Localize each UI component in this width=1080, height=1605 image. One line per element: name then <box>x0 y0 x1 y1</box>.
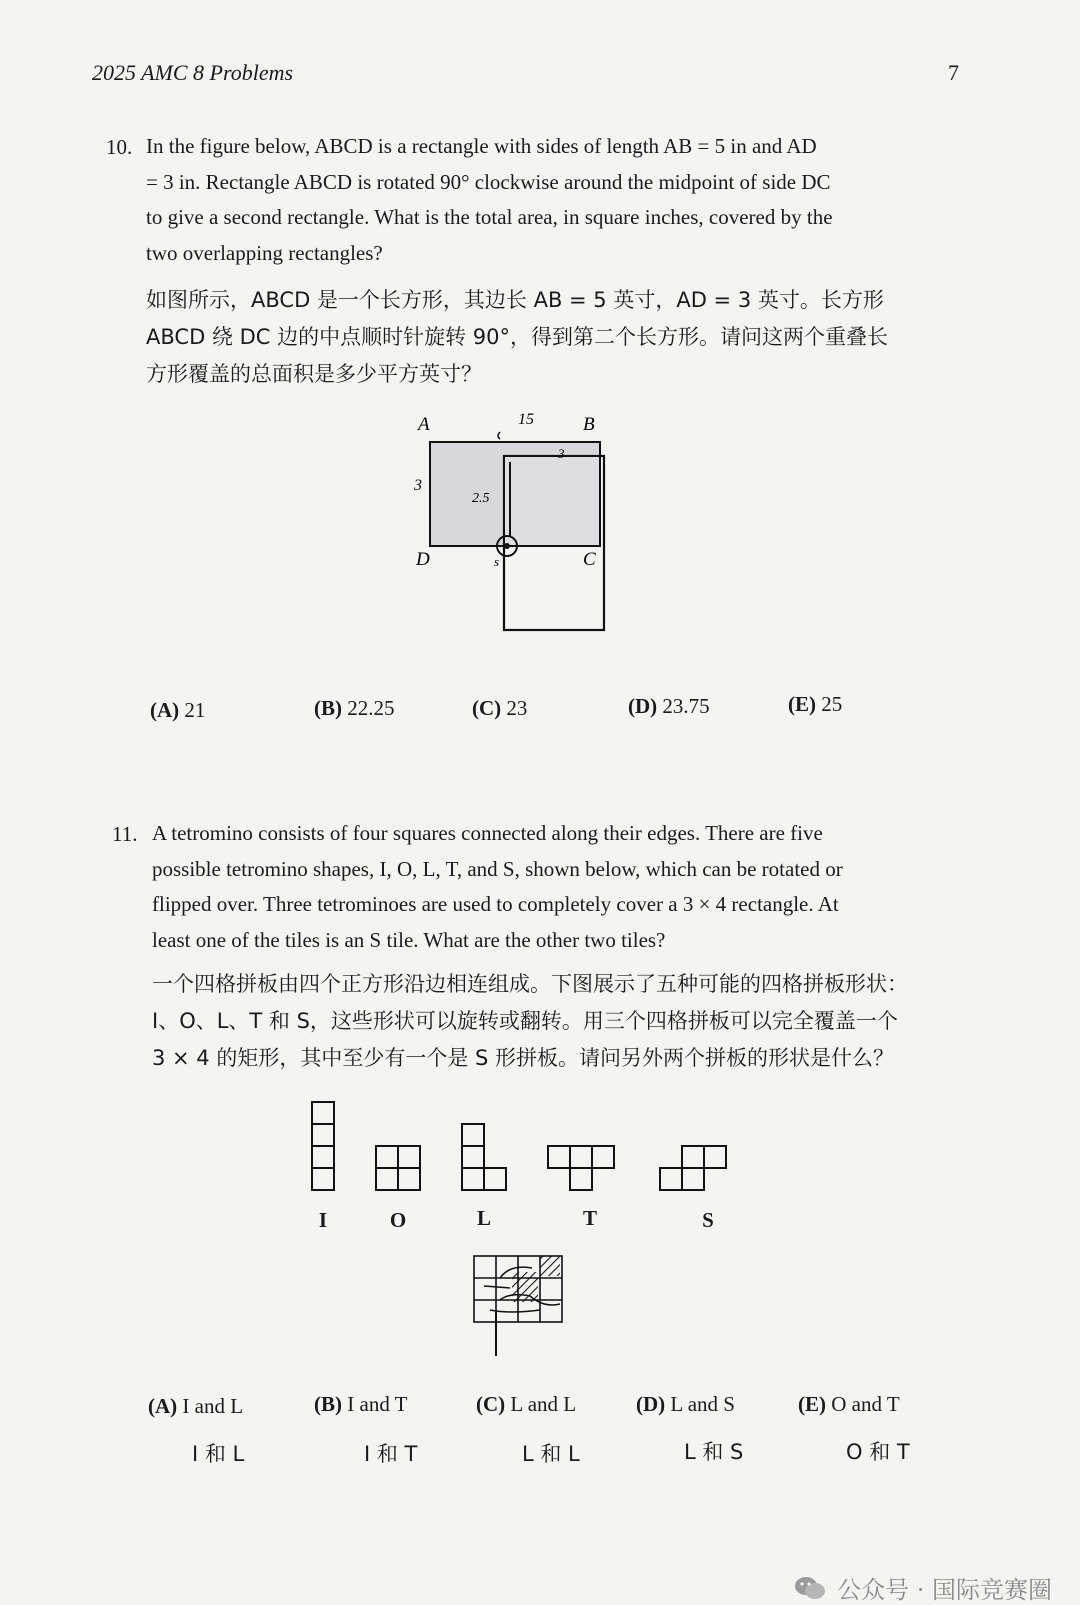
handwritten-top: 15 <box>518 411 534 428</box>
q10-english-text <box>146 129 966 271</box>
watermark <box>793 1570 1052 1605</box>
handwritten-mid: 2.5 <box>472 491 490 506</box>
tetromino-s <box>660 1146 726 1190</box>
q10-choice-d[interactable] <box>628 694 710 719</box>
tetromino-label-s: S <box>702 1208 714 1232</box>
choice-value: L and S <box>670 1392 735 1416</box>
choice-value: I and T <box>347 1392 408 1416</box>
tetromino-t <box>548 1146 614 1190</box>
q10-choice-e[interactable] <box>788 692 842 717</box>
choice-value: L and L <box>510 1392 577 1416</box>
handwritten-grid-sketch <box>470 1252 580 1362</box>
tetromino-shapes <box>300 1100 760 1200</box>
choice-value: 25 <box>821 692 843 716</box>
page-header-title: 2025 AMC 8 Problems <box>92 60 294 85</box>
q11-choice-b-cn: I 和 T <box>364 1442 418 1466</box>
q10-choice-a[interactable] <box>150 698 205 723</box>
choice-letter: (A) <box>148 1394 178 1418</box>
q11-choice-e-cn: O 和 T <box>846 1440 910 1464</box>
choice-letter: (C) <box>476 1392 506 1416</box>
q11-en-line: A tetromino consists of four squares connected along their edges. There are five <box>152 821 823 845</box>
label-a: A <box>418 414 430 435</box>
q10-number: 10. <box>106 135 133 159</box>
q10-choice-b[interactable] <box>314 696 395 721</box>
choice-letter: (D) <box>628 694 658 718</box>
choice-letter: (D) <box>636 1392 666 1416</box>
tetromino-label-o: O <box>389 1208 407 1232</box>
overlap-region <box>504 456 600 546</box>
q10-cn-line: 方形覆盖的总面积是多少平方英寸？ <box>146 362 482 386</box>
hatched-region <box>512 1272 538 1302</box>
tetromino-label-t: T <box>582 1206 597 1230</box>
q11-choice-c-cn: L 和 L <box>522 1442 580 1466</box>
hatched-corner <box>540 1256 560 1276</box>
q11-en-line: least one of the tiles is an S tile. What are the other two tiles? <box>152 927 666 952</box>
q11-choice-a-cn: I 和 L <box>192 1442 245 1466</box>
choice-value: 23 <box>506 696 528 720</box>
choice-value: 23.75 <box>662 694 710 718</box>
q11-cn-line: 3 × 4 的矩形，其中至少有一个是 S 形拼板。请问另外两个拼板的形状是什么？ <box>152 1046 895 1070</box>
q11-choice-d[interactable] <box>636 1392 735 1417</box>
choice-letter: (E) <box>798 1392 826 1416</box>
tetromino-l <box>462 1124 506 1190</box>
choice-value: O and T <box>831 1392 900 1416</box>
midpoint-dot <box>504 543 510 549</box>
label-c: C <box>583 549 596 570</box>
page-number: 7 <box>948 60 959 85</box>
q10-en-line: to give a second rectangle. What is the total area, in square inches, covered by the <box>146 205 833 229</box>
q10-cn-line: 如图所示，ABCD 是一个长方形，其边长 AB = 5 英寸，AD = 3 英寸。长方形 <box>146 288 884 312</box>
q11-cn-line: 一个四格拼板由四个正方形沿边相连组成。下图展示了五种可能的四格拼板形状： <box>152 972 908 996</box>
handwritten-tick <box>498 432 500 439</box>
label-d: D <box>416 549 430 570</box>
q10-en-line: two overlapping rectangles? <box>146 240 383 265</box>
choice-value: 21 <box>184 698 206 722</box>
q11-choice-c[interactable] <box>476 1392 576 1417</box>
tetromino-i <box>312 1102 334 1190</box>
choice-value: 22.25 <box>347 696 395 720</box>
q10-rectangle-figure <box>400 410 640 650</box>
q11-choice-d-cn: L 和 S <box>684 1440 744 1464</box>
watermark-text: 公众号 · 国际竞赛圈 <box>837 1576 1052 1604</box>
choice-value: I and L <box>182 1394 244 1418</box>
q11-en-line: possible tetromino shapes, I, O, L, T, and S, shown below, which can be rotated or <box>152 856 843 881</box>
choice-letter: (B) <box>314 1392 342 1416</box>
tetromino-label-l: L <box>476 1206 491 1230</box>
tetromino-o <box>376 1146 420 1190</box>
q11-chinese-text <box>152 966 962 1077</box>
q10-cn-line: ABCD 绕 DC 边的中点顺时针旋转 90°，得到第二个长方形。请问这两个重叠长 <box>146 325 888 349</box>
q10-en-line: = 3 in. Rectangle ABCD is rotated 90° clockwise around the midpoint of side DC <box>146 169 831 194</box>
label-b: B <box>583 414 595 435</box>
handwritten-left: 3 <box>414 477 422 494</box>
q11-choice-b[interactable] <box>314 1392 408 1417</box>
handwritten-bottom: s <box>494 554 500 569</box>
choice-letter: (C) <box>472 696 502 720</box>
q10-choice-c[interactable] <box>472 696 527 721</box>
q10-en-line: In the figure below, ABCD is a rectangle with sides of length AB = 5 in and AD <box>146 134 817 158</box>
q11-choice-e[interactable] <box>798 1392 900 1417</box>
choice-letter: (E) <box>788 692 816 716</box>
tetromino-label-i: I <box>318 1208 328 1232</box>
q10-chinese-text <box>146 282 966 393</box>
q11-number: 11. <box>112 822 138 846</box>
q11-choice-a[interactable] <box>148 1394 243 1419</box>
choice-letter: (B) <box>314 696 342 720</box>
choice-letter: (A) <box>150 698 180 722</box>
wechat-icon <box>793 1575 827 1601</box>
q11-cn-line: I、O、L、T 和 S，这些形状可以旋转或翻转。用三个四格拼板可以完全覆盖一个 <box>152 1009 898 1033</box>
q11-english-text <box>152 816 962 958</box>
handwritten-right: 3 <box>558 446 565 461</box>
q11-en-line: flipped over. Three tetrominoes are used to completely cover a 3 × 4 rectangle. At <box>152 892 839 916</box>
